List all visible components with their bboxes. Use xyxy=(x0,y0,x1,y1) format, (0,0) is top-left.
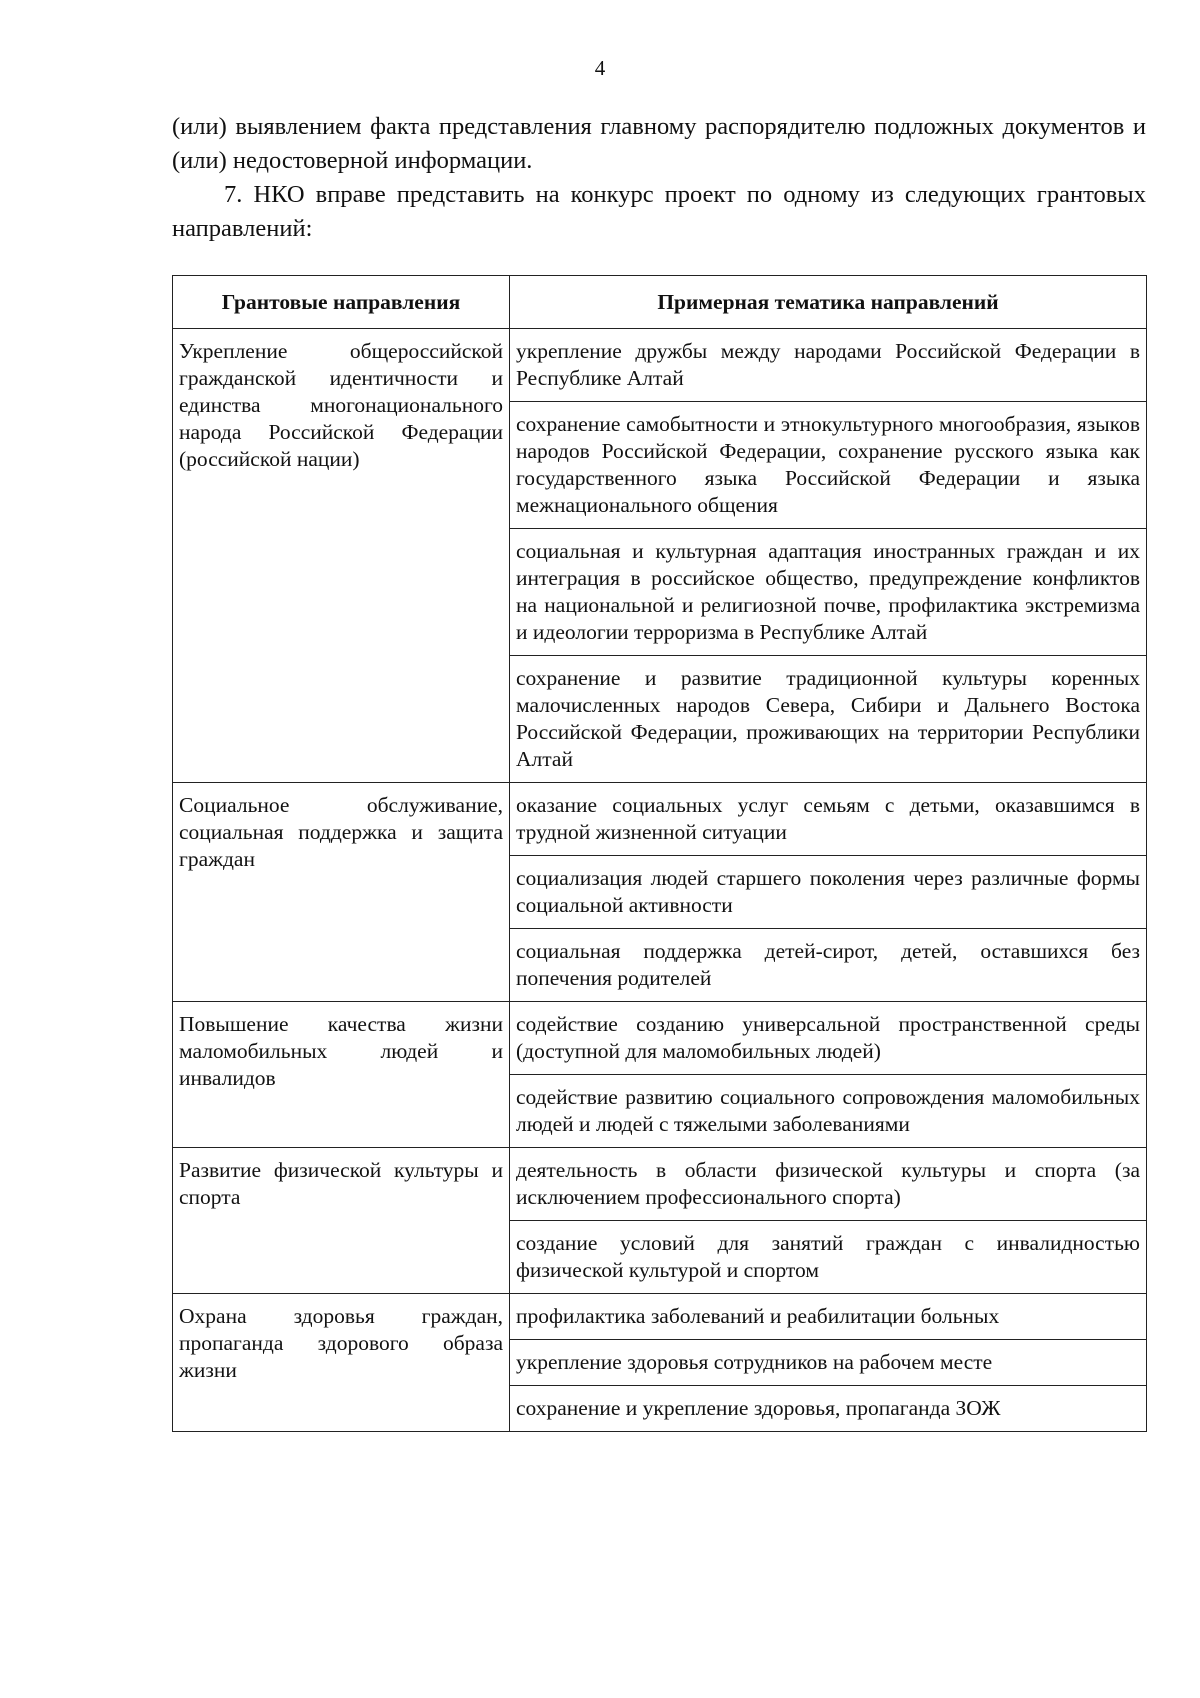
direction-cell: Социальное обслуживание, социальная поддержка и защита граждан xyxy=(173,783,510,1002)
page-number: 4 xyxy=(594,56,606,80)
topic-cell: сохранение и укрепление здоровья, пропаганда ЗОЖ xyxy=(510,1386,1147,1432)
table-row xyxy=(173,1002,1147,1075)
grant-directions-table xyxy=(172,275,1147,1432)
topic-cell: содействие развитию социального сопровождения маломобильных людей и людей с тяжелыми заболеваниями xyxy=(510,1075,1147,1148)
table-row xyxy=(173,1148,1147,1221)
topic-cell: укрепление здоровья сотрудников на рабочем месте xyxy=(510,1340,1147,1386)
topic-cell: оказание социальных услуг семьям с детьми, оказавшимся в трудной жизненной ситуации xyxy=(510,783,1147,856)
intro-paragraph-1: (или) выявлением факта представления главному распорядителю подложных документов и (или) недостоверной информации. xyxy=(172,113,1146,174)
direction-cell: Развитие физической культуры и спорта xyxy=(173,1148,510,1294)
topic-cell: социальная поддержка детей-сирот, детей, оставшихся без попечения родителей xyxy=(510,929,1147,1002)
table-row xyxy=(173,1294,1147,1340)
topic-cell: сохранение и развитие традиционной культуры коренных малочисленных народов Севера, Сибири и Дальнего Востока Российской Федерации, проживающих на территории Республики Алтай xyxy=(510,656,1147,783)
topic-cell: социализация людей старшего поколения через различные формы социальной активности xyxy=(510,856,1147,929)
table-header-row xyxy=(173,276,1147,329)
intro-paragraph-2: 7. НКО вправе представить на конкурс проект по одному из следующих грантовых направлений: xyxy=(172,181,1146,242)
header-topics: Примерная тематика направлений xyxy=(510,276,1147,329)
topic-cell: деятельность в области физической культуры и спорта (за исключением профессионального спорта) xyxy=(510,1148,1147,1221)
topic-cell: профилактика заболеваний и реабилитации больных xyxy=(510,1294,1147,1340)
topic-cell: содействие созданию универсальной пространственной среды (доступной для маломобильных людей) xyxy=(510,1002,1147,1075)
topic-cell: сохранение самобытности и этнокультурного многообразия, языков народов Российской Федерации, сохранение русского языка как государственного языка Российской Федерации и языка межнационального общения xyxy=(510,402,1147,529)
direction-cell: Охрана здоровья граждан, пропаганда здорового образа жизни xyxy=(173,1294,510,1432)
topic-cell: укрепление дружбы между народами Российской Федерации в Республике Алтай xyxy=(510,329,1147,402)
topic-cell: социальная и культурная адаптация иностранных граждан и их интеграция в российское общество, предупреждение конфликтов на национальной и религиозной почве, профилактика экстремизма и идеологии терроризма в Республике Алтай xyxy=(510,529,1147,656)
header-directions: Грантовые направления xyxy=(173,276,510,329)
direction-cell: Укрепление общероссийской гражданской идентичности и единства многонационального народа Российской Федерации (российской нации) xyxy=(173,329,510,783)
table-row xyxy=(173,329,1147,402)
table-row xyxy=(173,783,1147,856)
topic-cell: создание условий для занятий граждан с инвалидностью физической культурой и спортом xyxy=(510,1221,1147,1294)
direction-cell: Повышение качества жизни маломобильных людей и инвалидов xyxy=(173,1002,510,1148)
intro-text xyxy=(172,110,1146,246)
